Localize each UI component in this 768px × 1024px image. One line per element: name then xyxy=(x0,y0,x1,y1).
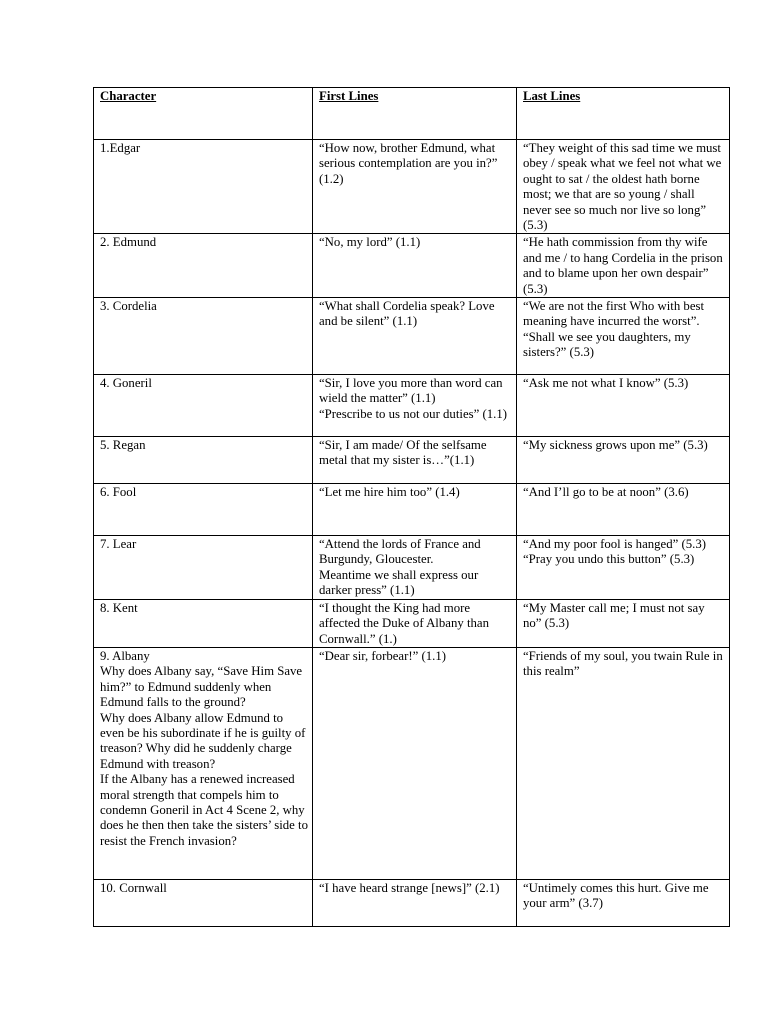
character-cell: 10. Cornwall xyxy=(94,879,313,926)
table-row xyxy=(94,234,730,298)
last-lines-cell: “Ask me not what I know” (5.3) xyxy=(517,375,730,437)
header-last-lines: Last Lines xyxy=(517,88,730,140)
table-row xyxy=(94,647,730,879)
last-lines-cell: “My sickness grows upon me” (5.3) xyxy=(517,437,730,484)
last-lines-cell: “And my poor fool is hanged” (5.3) “Pray you undo this button” (5.3) xyxy=(517,536,730,600)
character-cell: 5. Regan xyxy=(94,437,313,484)
table-row xyxy=(94,140,730,234)
character-cell: 7. Lear xyxy=(94,536,313,600)
last-lines-cell: “Untimely comes this hurt. Give me your arm” (3.7) xyxy=(517,879,730,926)
first-lines-cell: “I thought the King had more affected the Duke of Albany than Cornwall.” (1.) xyxy=(313,599,517,647)
table-row xyxy=(94,536,730,600)
last-lines-cell: “We are not the first Who with best meaning have incurred the worst”. “Shall we see you daughters, my sisters?” (5.3) xyxy=(517,298,730,375)
first-lines-cell: “Sir, I love you more than word can wield the matter” (1.1) “Prescribe to us not our duties” (1.1) xyxy=(313,375,517,437)
table-row xyxy=(94,879,730,926)
table-row xyxy=(94,599,730,647)
last-lines-cell: “My Master call me; I must not say no” (5.3) xyxy=(517,599,730,647)
last-lines-cell: “They weight of this sad time we must obey / speak what we feel not what we ought to sat / the oldest hath borne most; we that are so young / shall never see so much nor live so long” (5.3) xyxy=(517,140,730,234)
character-cell: 6. Fool xyxy=(94,484,313,536)
character-cell: 4. Goneril xyxy=(94,375,313,437)
header-row xyxy=(94,88,730,140)
table-row xyxy=(94,484,730,536)
first-lines-cell: “Attend the lords of France and Burgundy, Gloucester. Meantime we shall express our darker press” (1.1) xyxy=(313,536,517,600)
header-first-lines: First Lines xyxy=(313,88,517,140)
first-lines-cell: “Let me hire him too” (1.4) xyxy=(313,484,517,536)
first-lines-cell: “Dear sir, forbear!” (1.1) xyxy=(313,647,517,879)
first-lines-cell: “Sir, I am made/ Of the selfsame metal that my sister is…”(1.1) xyxy=(313,437,517,484)
character-cell: 3. Cordelia xyxy=(94,298,313,375)
last-lines-cell: “And I’ll go to be at noon” (3.6) xyxy=(517,484,730,536)
character-cell: 1.Edgar xyxy=(94,140,313,234)
character-lines-table xyxy=(93,87,730,927)
first-lines-cell: “How now, brother Edmund, what serious contemplation are you in?” (1.2) xyxy=(313,140,517,234)
table-row xyxy=(94,375,730,437)
first-lines-cell: “No, my lord” (1.1) xyxy=(313,234,517,298)
last-lines-cell: “He hath commission from thy wife and me / to hang Cordelia in the prison and to blame upon her own despair” (5.3) xyxy=(517,234,730,298)
character-cell: 2. Edmund xyxy=(94,234,313,298)
header-character: Character xyxy=(94,88,313,140)
first-lines-cell: “I have heard strange [news]” (2.1) xyxy=(313,879,517,926)
table-row xyxy=(94,437,730,484)
first-lines-cell: “What shall Cordelia speak? Love and be silent” (1.1) xyxy=(313,298,517,375)
table-row xyxy=(94,298,730,375)
last-lines-cell: “Friends of my soul, you twain Rule in this realm” xyxy=(517,647,730,879)
character-cell: 8. Kent xyxy=(94,599,313,647)
character-cell: 9. Albany Why does Albany say, “Save Him Save him?” to Edmund suddenly when Edmund falls to the ground? Why does Albany allow Edmund to even be his subordinate if he is guilty of treason? Why did he suddenly charge Edmund with treason? If the Albany has a renewed increased moral strength that compels him to condemn Goneril in Act 4 Scene 2, why does he then then take the sisters’ side to resist the French invasion? xyxy=(94,647,313,879)
